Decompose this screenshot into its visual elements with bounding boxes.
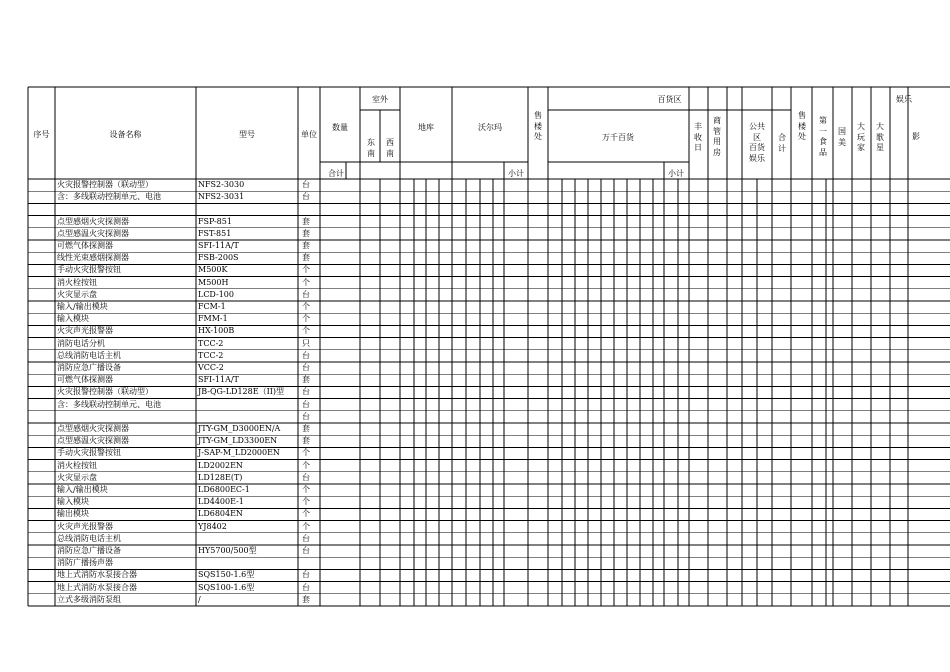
row-device-name: 含：多线联动控制单元、电池 bbox=[57, 399, 161, 409]
header-xiaoji-1: 小计 bbox=[508, 169, 524, 178]
row-unit: 套 bbox=[302, 216, 310, 226]
row-device-name: 消防应急广播设备 bbox=[57, 363, 121, 372]
row-model: FST-851 bbox=[198, 228, 232, 238]
row-model: LD6800EC-1 bbox=[198, 485, 250, 494]
row-device-name: 点型感烟火灾探测器 bbox=[57, 216, 129, 226]
header-wanqian: 万千百货 bbox=[602, 133, 634, 142]
row-model: HY5700/500型 bbox=[198, 546, 257, 555]
row-model: LD4400E-1 bbox=[198, 497, 244, 507]
row-model: NFS2-3031 bbox=[198, 192, 245, 202]
header-ying: 影 bbox=[912, 132, 920, 141]
row-model: / bbox=[198, 594, 201, 604]
row-model: LD2002EN bbox=[198, 460, 243, 470]
row-model: JB-QG-LD128E（II)型 bbox=[198, 387, 285, 397]
row-unit: 台 bbox=[302, 350, 310, 360]
header-sales-office: 售 楼 处 bbox=[534, 111, 542, 141]
row-unit: 台 bbox=[302, 180, 310, 189]
row-unit: 台 bbox=[302, 582, 310, 592]
row-unit: 套 bbox=[302, 375, 310, 385]
row-unit: 个 bbox=[302, 265, 310, 275]
row-unit: 台 bbox=[302, 546, 310, 555]
row-device-name: 总线消防电话主机 bbox=[57, 350, 121, 360]
row-device-name: 火灾报警控制器（联动型） bbox=[57, 387, 153, 397]
row-device-name: 立式多级消防泵组 bbox=[57, 594, 121, 604]
row-unit: 台 bbox=[302, 570, 310, 580]
row-unit: 个 bbox=[302, 497, 310, 507]
header-dept-zone: 百货区 bbox=[657, 95, 682, 104]
row-model: SFI-11A/T bbox=[198, 241, 239, 250]
row-model: JTY-GM_LD3300EN bbox=[198, 436, 278, 446]
row-model: TCC-2 bbox=[198, 350, 224, 360]
row-device-name: 地上式消防水泵接合器 bbox=[57, 582, 137, 592]
row-device-name: 地上式消防水泵接合器 bbox=[57, 570, 137, 580]
row-unit: 个 bbox=[302, 509, 310, 519]
row-unit: 个 bbox=[302, 448, 310, 458]
row-device-name: 火灾显示盘 bbox=[57, 289, 97, 299]
row-device-name: 线性光束感烟探测器 bbox=[57, 253, 129, 263]
row-device-name: 手动火灾报警按钮 bbox=[57, 448, 121, 458]
row-unit: 个 bbox=[302, 485, 310, 494]
row-device-name: 输出模块 bbox=[57, 509, 89, 519]
row-model: M500H bbox=[198, 277, 229, 287]
header-mall-mgmt: 商 管 用 房 bbox=[713, 116, 721, 157]
row-unit: 台 bbox=[302, 533, 310, 543]
row-model: JTY-GM_D3000EN/A bbox=[198, 424, 281, 433]
row-model: FCM-1 bbox=[198, 302, 226, 311]
header-seq: 序号 bbox=[33, 130, 50, 139]
row-model: FMM-1 bbox=[198, 314, 228, 324]
row-unit: 个 bbox=[302, 277, 310, 287]
header-dagexing: 大 歌 星 bbox=[876, 122, 884, 152]
row-unit: 台 bbox=[302, 472, 310, 482]
header-guomei: 国 美 bbox=[838, 127, 846, 147]
row-device-name: 点型感温火灾探测器 bbox=[57, 228, 129, 238]
row-device-name: 火灾报警控制器（联动型） bbox=[57, 180, 153, 189]
header-qty: 数量 bbox=[332, 123, 348, 132]
row-unit: 套 bbox=[302, 436, 310, 446]
header-outdoor: 室外 bbox=[372, 95, 388, 104]
row-unit: 台 bbox=[302, 192, 310, 202]
row-model: TCC-2 bbox=[198, 338, 224, 348]
row-model: SQS150-1.6型 bbox=[198, 570, 255, 580]
row-device-name: 消火栓按钮 bbox=[57, 460, 97, 470]
header-xiaoji-2: 小计 bbox=[668, 169, 684, 178]
row-unit: 个 bbox=[302, 326, 310, 336]
header-heji: 合计 bbox=[328, 169, 344, 178]
row-model: J-SAP-M_LD2000EN bbox=[198, 448, 280, 458]
row-model: LCD-100 bbox=[198, 289, 234, 299]
row-model: FSP-851 bbox=[198, 216, 232, 226]
row-unit: 个 bbox=[302, 460, 310, 470]
row-device-name: 输入模块 bbox=[57, 497, 89, 507]
row-model: NFS2-3030 bbox=[198, 180, 245, 189]
row-model: SFI-11A/T bbox=[198, 375, 239, 385]
row-unit: 台 bbox=[302, 363, 310, 372]
row-device-name: 输入/输出模块 bbox=[57, 302, 108, 311]
header-total-v: 合 计 bbox=[778, 133, 786, 153]
row-unit: 台 bbox=[302, 387, 310, 397]
row-model: M500K bbox=[198, 265, 228, 275]
row-device-name: 可燃气体探测器 bbox=[57, 241, 113, 250]
row-unit: 套 bbox=[302, 424, 310, 433]
row-device-name: 输入/输出模块 bbox=[57, 485, 108, 494]
row-unit: 个 bbox=[302, 314, 310, 324]
row-unit: 套 bbox=[302, 253, 310, 263]
header-yule: 娱乐 bbox=[896, 95, 912, 104]
row-unit: 台 bbox=[302, 289, 310, 299]
row-unit: 个 bbox=[302, 302, 310, 311]
row-device-name: 消防广播扬声器 bbox=[57, 558, 113, 568]
row-device-name: 手动火灾报警按钮 bbox=[57, 265, 121, 275]
row-device-name: 火灾声光报警器 bbox=[57, 521, 113, 531]
header-name: 设备名称 bbox=[109, 130, 142, 139]
row-unit: 套 bbox=[302, 594, 310, 604]
row-device-name: 消防电话分机 bbox=[57, 338, 105, 348]
row-model: SQS100-1.6型 bbox=[198, 582, 255, 592]
header-west-south: 西 南 bbox=[386, 138, 394, 158]
header-east-south: 东 南 bbox=[367, 138, 375, 158]
row-model: LD128E(T) bbox=[198, 472, 243, 482]
row-device-name: 火灾声光报警器 bbox=[57, 326, 113, 336]
row-device-name: 火灾显示盘 bbox=[57, 472, 97, 482]
header-dawanjia: 大 玩 家 bbox=[857, 122, 865, 152]
header-first-food: 第 一 食 品 bbox=[819, 116, 827, 157]
header-sales-office-2: 售 楼 处 bbox=[798, 111, 806, 141]
header-model: 型号 bbox=[239, 130, 255, 139]
row-device-name: 消火栓按钮 bbox=[57, 277, 97, 287]
row-device-name: 点型感温火灾探测器 bbox=[57, 436, 129, 446]
row-device-name: 输入模块 bbox=[57, 314, 89, 324]
row-model: HX-100B bbox=[198, 326, 235, 336]
row-model: YJ8402 bbox=[198, 521, 227, 531]
header-walmart: 沃尔玛 bbox=[478, 123, 502, 132]
row-unit: 套 bbox=[302, 241, 310, 250]
row-device-name: 可燃气体探测器 bbox=[57, 375, 113, 385]
row-unit: 台 bbox=[302, 399, 310, 409]
row-unit: 台 bbox=[302, 411, 310, 421]
row-unit: 个 bbox=[302, 521, 310, 531]
header-fengshou: 丰 收 日 bbox=[694, 122, 702, 152]
row-device-name: 点型感烟火灾探测器 bbox=[57, 424, 129, 433]
row-device-name: 总线消防电话主机 bbox=[57, 533, 121, 543]
row-unit: 套 bbox=[302, 228, 310, 238]
row-unit: 只 bbox=[302, 338, 310, 348]
row-model: VCC-2 bbox=[198, 363, 224, 372]
row-device-name: 消防应急广播设备 bbox=[57, 546, 121, 555]
header-public-area: 公共 区 百货 娱乐 bbox=[749, 122, 765, 163]
header-unit: 单位 bbox=[301, 130, 317, 139]
header-basement: 地库 bbox=[418, 123, 434, 132]
row-model: FSB-200S bbox=[198, 253, 239, 263]
row-model: LD6804EN bbox=[198, 509, 243, 519]
row-device-name: 含：多线联动控制单元、电池 bbox=[57, 192, 161, 202]
